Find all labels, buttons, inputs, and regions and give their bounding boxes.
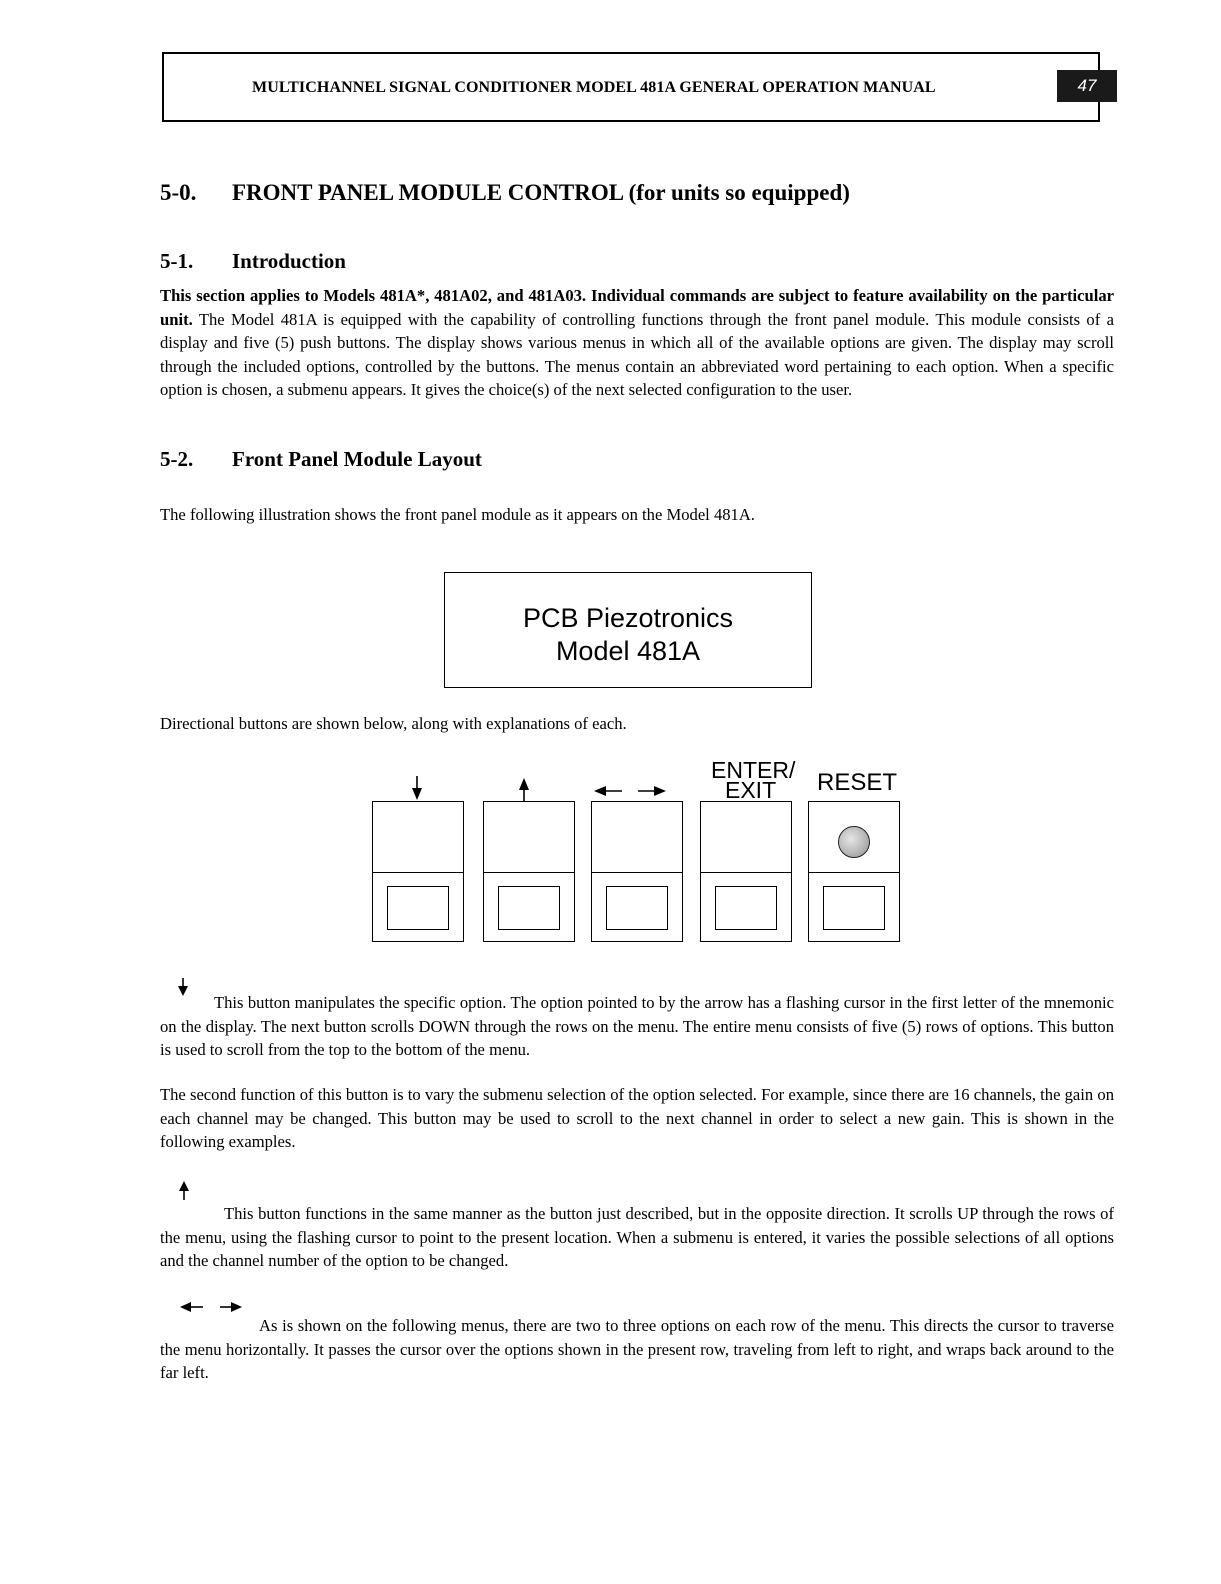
front-panel-display: [444, 572, 812, 688]
down-button-module[interactable]: [372, 801, 464, 942]
buttons-caption: Directional buttons are shown below, along with explanations of each.: [160, 714, 627, 733]
enter-exit-label-line1: ENTER/: [711, 757, 796, 783]
reset-label: RESET: [817, 769, 898, 796]
up-button-description: This button functions in the same manner as the button just described, but in the opposite direction. It scrolls UP through the rows of the menu, using the flashing cursor to point to the present location. When a submenu is entered, it varies the possible selections of all options and the channel number of the option to be changed.: [160, 1204, 1114, 1271]
reset-button-module[interactable]: [808, 801, 900, 942]
left-right-button-module[interactable]: [591, 801, 683, 942]
section-title: FRONT PANEL MODULE CONTROL (for units so equipped): [232, 180, 850, 205]
down-button-description: This button manipulates the specific option. The option pointed to by the arrow has a flashing cursor in the first letter of the mnemonic on the display. The next button scrolls DOWN through the rows on the menu. The entire menu consists of five (5) rows of options. This button is used to scroll from the top to the bottom of the menu.: [160, 993, 1114, 1060]
arrow-up-icon: [178, 1180, 190, 1200]
introduction-body: The Model 481A is equipped with the capability of controlling functions through the front panel module. This module consists of a display and five (5) push buttons. The display shows various menus in which all of the available options are given. The display may scroll through the included options, controlled by the buttons. The menus contain an abbreviated word pertaining to each option. When a specific option is chosen, a submenu appears. It gives the choice(s) of the next selected configuration to the user.: [160, 309, 1114, 400]
section-number: 5-0.: [160, 180, 197, 205]
section-number: 5-2.: [160, 447, 194, 471]
button-face[interactable]: [606, 886, 668, 930]
arrow-up-icon: [517, 776, 531, 802]
section-title: Introduction: [232, 249, 346, 273]
enter-exit-button-module[interactable]: [700, 801, 792, 942]
section-5-0-heading: [160, 180, 850, 206]
arrow-left-right-icon: [594, 784, 666, 798]
module-divider: [809, 872, 899, 873]
button-face[interactable]: [715, 886, 777, 930]
display-line-2: Model 481A: [555, 636, 701, 666]
up-button-module[interactable]: [483, 801, 575, 942]
module-divider: [373, 872, 463, 873]
button-face[interactable]: [498, 886, 560, 930]
section-5-1-heading: [160, 249, 346, 274]
arrow-left-right-icon: [180, 1301, 242, 1313]
introduction-paragraph: [160, 284, 1114, 402]
reset-knob-icon[interactable]: [838, 826, 870, 858]
section-5-2-heading: [160, 447, 482, 472]
module-divider: [484, 872, 574, 873]
illustration-caption: The following illustration shows the front panel module as it appears on the Model 481A.: [160, 505, 755, 524]
module-divider: [592, 872, 682, 873]
button-face[interactable]: [387, 886, 449, 930]
enter-exit-label-line2: EXIT: [725, 777, 777, 803]
button-face[interactable]: [823, 886, 885, 930]
section-title: Front Panel Module Layout: [232, 447, 482, 471]
left-right-button-description: As is shown on the following menus, there are two to three options on each row of the menu. This directs the cursor to traverse the menu horizontally. It passes the cursor over the options shown in the present row, traveling from left to right, and wraps back around to the far left.: [160, 1316, 1114, 1383]
down-button-description-2: The second function of this button is to vary the submenu selection of the option selected. For example, since there are 16 channels, the gain on each channel may be changed. This button may be used to scroll to the next channel in order to select a new gain. This is shown in the following examples.: [160, 1085, 1114, 1152]
module-divider: [701, 872, 791, 873]
introduction-bold-lead: This section applies to Models 481A*, 481A02, and 481A03. Individual commands are subject to feature availability on the particular unit.: [160, 286, 1114, 329]
header-title: MULTICHANNEL SIGNAL CONDITIONER MODEL 481A GENERAL OPERATION MANUAL: [252, 79, 936, 96]
page-number-badge: 47: [1057, 70, 1117, 102]
display-line-1: PCB Piezotronics: [522, 603, 734, 633]
arrow-down-icon: [410, 776, 424, 802]
section-number: 5-1.: [160, 249, 194, 273]
